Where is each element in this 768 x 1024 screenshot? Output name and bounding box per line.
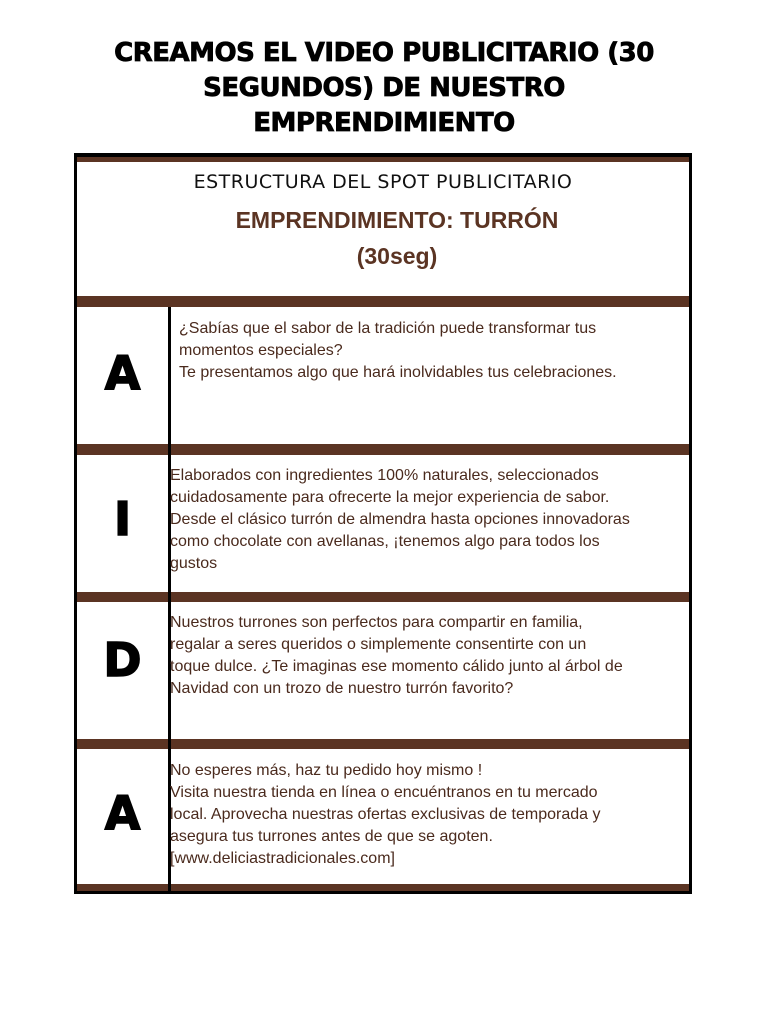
- aida-text-action: No esperes más, haz tu pedido hoy mismo ! Visita nuestra tienda en línea o encuéntranos en tu mercado local. Aprovecha nuestras ofertas exclusivas de temporada y asegura tus turrones antes de que se agoten. [www.deliciastradicionales.com]: [170, 762, 601, 867]
- structure-label: ESTRUCTURA DEL SPOT PUBLICITARIO: [193, 171, 573, 193]
- aida-letter-attention: A: [104, 346, 141, 400]
- business-name: EMPRENDIMIENTO: TURRÓN: [235, 207, 559, 233]
- row-separator: [77, 296, 689, 307]
- spot-duration: (30seg): [356, 243, 438, 269]
- table-header: [77, 163, 689, 295]
- aida-letter-action: A: [104, 786, 141, 840]
- aida-text-interest: Elaborados con ingredientes 100% naturales, seleccionados cuidadosamente para ofrecerte la mejor experiencia de sabor. Desde el clásico turrón de almendra hasta opciones innovadoras como chocolate con avellanas, ¡tenemos algo para todos los gustos: [170, 467, 630, 572]
- aida-text-desire: Nuestros turrones son perfectos para compartir en familia, regalar a seres queridos o simplemente consentirte con un toque dulce. ¿Te imaginas ese momento cálido junto al árbol de Navidad con un trozo de nuestro turrón favorito?: [170, 614, 623, 697]
- aida-letter-interest: I: [113, 492, 132, 546]
- aida-text-attention: ¿Sabías que el sabor de la tradición puede transformar tus momentos especiales? Te presentamos algo que hará inolvidables tus celebraciones.: [179, 320, 617, 381]
- header-top-band: [77, 157, 689, 162]
- page-title: CREAMOS EL VIDEO PUBLICITARIO (30 SEGUNDOS) DE NUESTRO EMPRENDIMIENTO: [114, 38, 654, 138]
- aida-letter-desire: D: [103, 633, 142, 687]
